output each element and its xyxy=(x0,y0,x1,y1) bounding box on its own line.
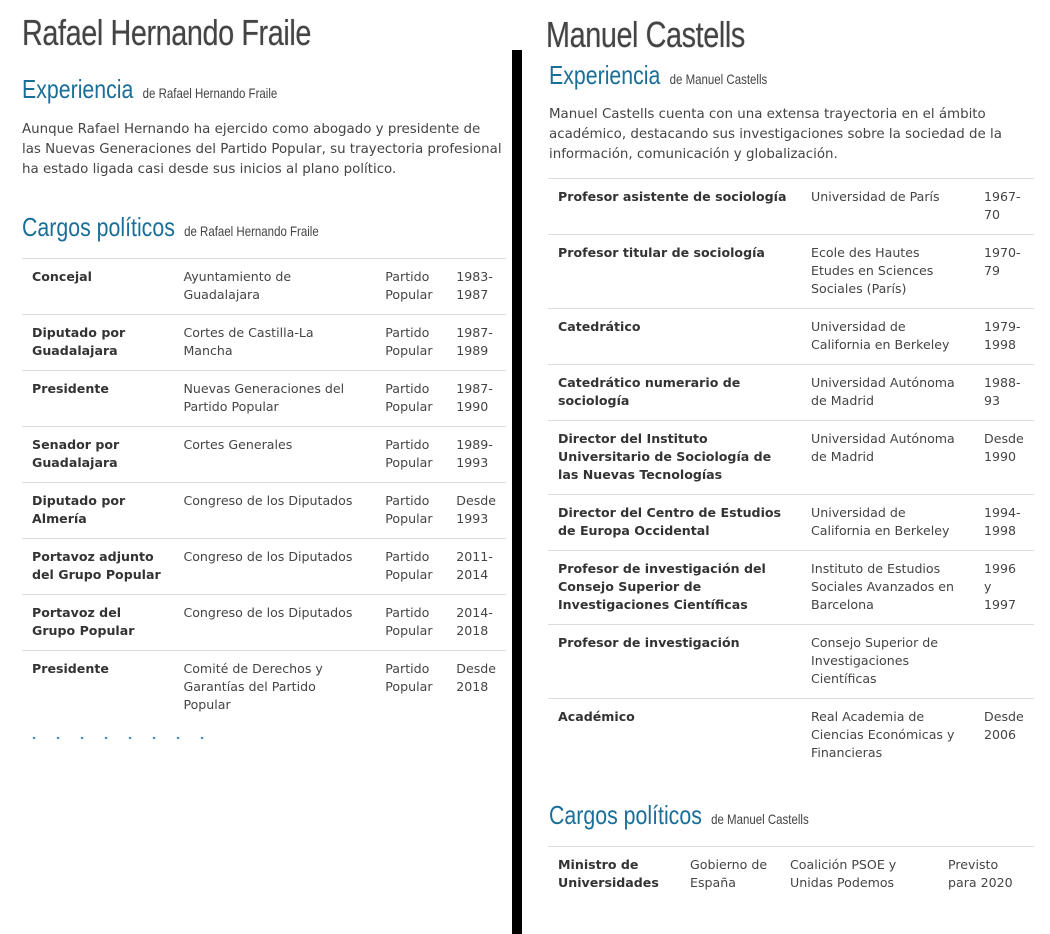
cell-period: 2014-2018 xyxy=(456,605,493,638)
cell-org: Congreso de los Diputados xyxy=(183,493,353,508)
table-row xyxy=(22,651,506,725)
cargos-title: Cargos políticos xyxy=(549,800,702,830)
cell-party: Partido Popular xyxy=(385,661,433,694)
table-row xyxy=(22,427,506,483)
experiencia-title: Experiencia xyxy=(549,60,661,90)
cell-role: Presidente xyxy=(32,381,109,396)
cargos-subtitle: de Rafael Hernando Fraile xyxy=(184,223,319,239)
cell-role: Profesor de investigación xyxy=(558,635,740,650)
cargos-title: Cargos políticos xyxy=(22,212,175,242)
cell-role: Portavoz del Grupo Popular xyxy=(32,605,135,638)
experiencia-text: Aunque Rafael Hernando ha ejercido como abogado y presidente de las Nuevas Generaciones del Partido Popular, su trayectoria profesional ha estado ligada casi desde sus inicios al plano político. xyxy=(22,122,502,177)
left-profile xyxy=(0,0,512,934)
table-row xyxy=(548,421,1034,495)
cell-period xyxy=(974,625,1034,699)
cell-org: Instituto de Estudios Sociales Avanzados en Barcelona xyxy=(811,561,955,612)
cell-org: Universidad de California en Berkeley xyxy=(811,505,950,538)
experiencia-heading xyxy=(22,74,277,105)
cell-period: 1967-70 xyxy=(984,189,1021,222)
cargos-heading xyxy=(549,800,809,831)
cell-org: Congreso de los Diputados xyxy=(183,605,353,620)
cell-party: Partido Popular xyxy=(385,381,433,414)
table-row xyxy=(22,315,506,371)
table-row xyxy=(548,551,1034,625)
table-row xyxy=(548,625,1034,699)
column-divider xyxy=(512,50,522,934)
right-profile xyxy=(522,0,1050,934)
cell-period: 2011-2014 xyxy=(456,549,493,582)
cell-period: 1987-1990 xyxy=(456,381,493,414)
cell-org: Universidad Autónoma de Madrid xyxy=(811,375,955,408)
cell-party: Partido Popular xyxy=(385,493,433,526)
cell-role: Director del Instituto Universitario de Sociología de las Nuevas Tecnologías xyxy=(558,431,772,482)
profile-name: Rafael Hernando Fraile xyxy=(22,12,311,53)
cell-org: Universidad Autónoma de Madrid xyxy=(811,431,955,464)
cell-org: Ecole des Hautes Etudes en Sciences Sociales (París) xyxy=(811,245,934,296)
cell-org: Comité de Derechos y Garantías del Partido Popular xyxy=(183,661,323,712)
table-row xyxy=(548,179,1034,235)
cell-period: 1983-1987 xyxy=(456,269,493,302)
cell-period: 1970-79 xyxy=(984,245,1021,278)
cell-period: Desde 2018 xyxy=(456,661,496,694)
cell-org: Consejo Superior de Investigaciones Científicas xyxy=(811,635,939,686)
cell-party: Partido Popular xyxy=(385,605,433,638)
cell-role: Senador por Guadalajara xyxy=(32,437,120,470)
cargos-subtitle: de Manuel Castells xyxy=(711,811,809,827)
cell-org: Ayuntamiento de Guadalajara xyxy=(183,269,292,302)
table-row xyxy=(548,235,1034,309)
table-row xyxy=(548,847,1034,903)
cell-period: 1989-1993 xyxy=(456,437,493,470)
table-row xyxy=(22,259,506,315)
table-row xyxy=(548,495,1034,551)
cell-role: Catedrático numerario de sociología xyxy=(558,375,741,408)
experiencia-table xyxy=(548,178,1034,772)
cell-party: Coalición PSOE y Unidas Podemos xyxy=(790,857,897,890)
cell-org: Real Academia de Ciencias Económicas y Financieras xyxy=(811,709,955,760)
table-row xyxy=(22,539,506,595)
cell-party: Partido Popular xyxy=(385,269,433,302)
cell-org: Cortes Generales xyxy=(183,437,293,452)
cell-role: Profesor asistente de sociología xyxy=(558,189,787,204)
cell-role: Concejal xyxy=(32,269,92,284)
cell-party: Partido Popular xyxy=(385,325,433,358)
cell-org: Cortes de Castilla-La Mancha xyxy=(183,325,314,358)
cargos-table xyxy=(22,258,506,724)
table-row xyxy=(548,309,1034,365)
cell-org: Universidad de California en Berkeley xyxy=(811,319,950,352)
cell-org: Nuevas Generaciones del Partido Popular xyxy=(183,381,345,414)
cell-org: Gobierno de España xyxy=(690,857,768,890)
experiencia-text: Manuel Castells cuenta con una extensa trayectoria en el ámbito académico, destacando sus investigaciones sobre la sociedad de la información, comunicación y globalización. xyxy=(549,107,1002,162)
table-row xyxy=(22,371,506,427)
cell-period: 1987-1989 xyxy=(456,325,493,358)
cell-party: Partido Popular xyxy=(385,549,433,582)
cell-period: Desde 1993 xyxy=(456,493,496,526)
cell-role: Profesor de investigación del Consejo Superior de Investigaciones Científicas xyxy=(558,561,766,612)
table-row xyxy=(548,699,1034,773)
faded-link-text xyxy=(22,736,222,740)
experiencia-heading xyxy=(549,60,767,91)
experiencia-subtitle: de Manuel Castells xyxy=(669,71,768,87)
table-row xyxy=(22,483,506,539)
cell-role: Diputado por Almería xyxy=(32,493,126,526)
cell-period: Desde 1990 xyxy=(984,431,1024,464)
table-row xyxy=(548,365,1034,421)
cell-role: Director del Centro de Estudios de Europa Occidental xyxy=(558,505,782,538)
cargos-table xyxy=(548,846,1034,902)
cell-period: Desde 2006 xyxy=(984,709,1024,742)
cell-role: Profesor titular de sociología xyxy=(558,245,765,260)
cell-period: 1979-1998 xyxy=(984,319,1021,352)
cell-role: Académico xyxy=(558,709,635,724)
profile-name: Manuel Castells xyxy=(546,14,745,55)
cell-role: Ministro de Universidades xyxy=(558,857,659,890)
cell-org: Universidad de París xyxy=(811,189,940,204)
cell-period: 1996 y 1997 xyxy=(984,561,1017,612)
cell-role: Presidente xyxy=(32,661,109,676)
cell-period: 1994-1998 xyxy=(984,505,1021,538)
cell-role: Portavoz adjunto del Grupo Popular xyxy=(32,549,161,582)
cell-period: 1988-93 xyxy=(984,375,1021,408)
experiencia-subtitle: de Rafael Hernando Fraile xyxy=(142,85,278,101)
cell-role: Catedrático xyxy=(558,319,641,334)
cell-party: Partido Popular xyxy=(385,437,433,470)
table-row xyxy=(22,595,506,651)
experiencia-title: Experiencia xyxy=(22,74,134,104)
cargos-heading xyxy=(22,212,319,243)
cell-role: Diputado por Guadalajara xyxy=(32,325,126,358)
cell-period: Previsto para 2020 xyxy=(948,857,1013,890)
cell-org: Congreso de los Diputados xyxy=(183,549,353,564)
